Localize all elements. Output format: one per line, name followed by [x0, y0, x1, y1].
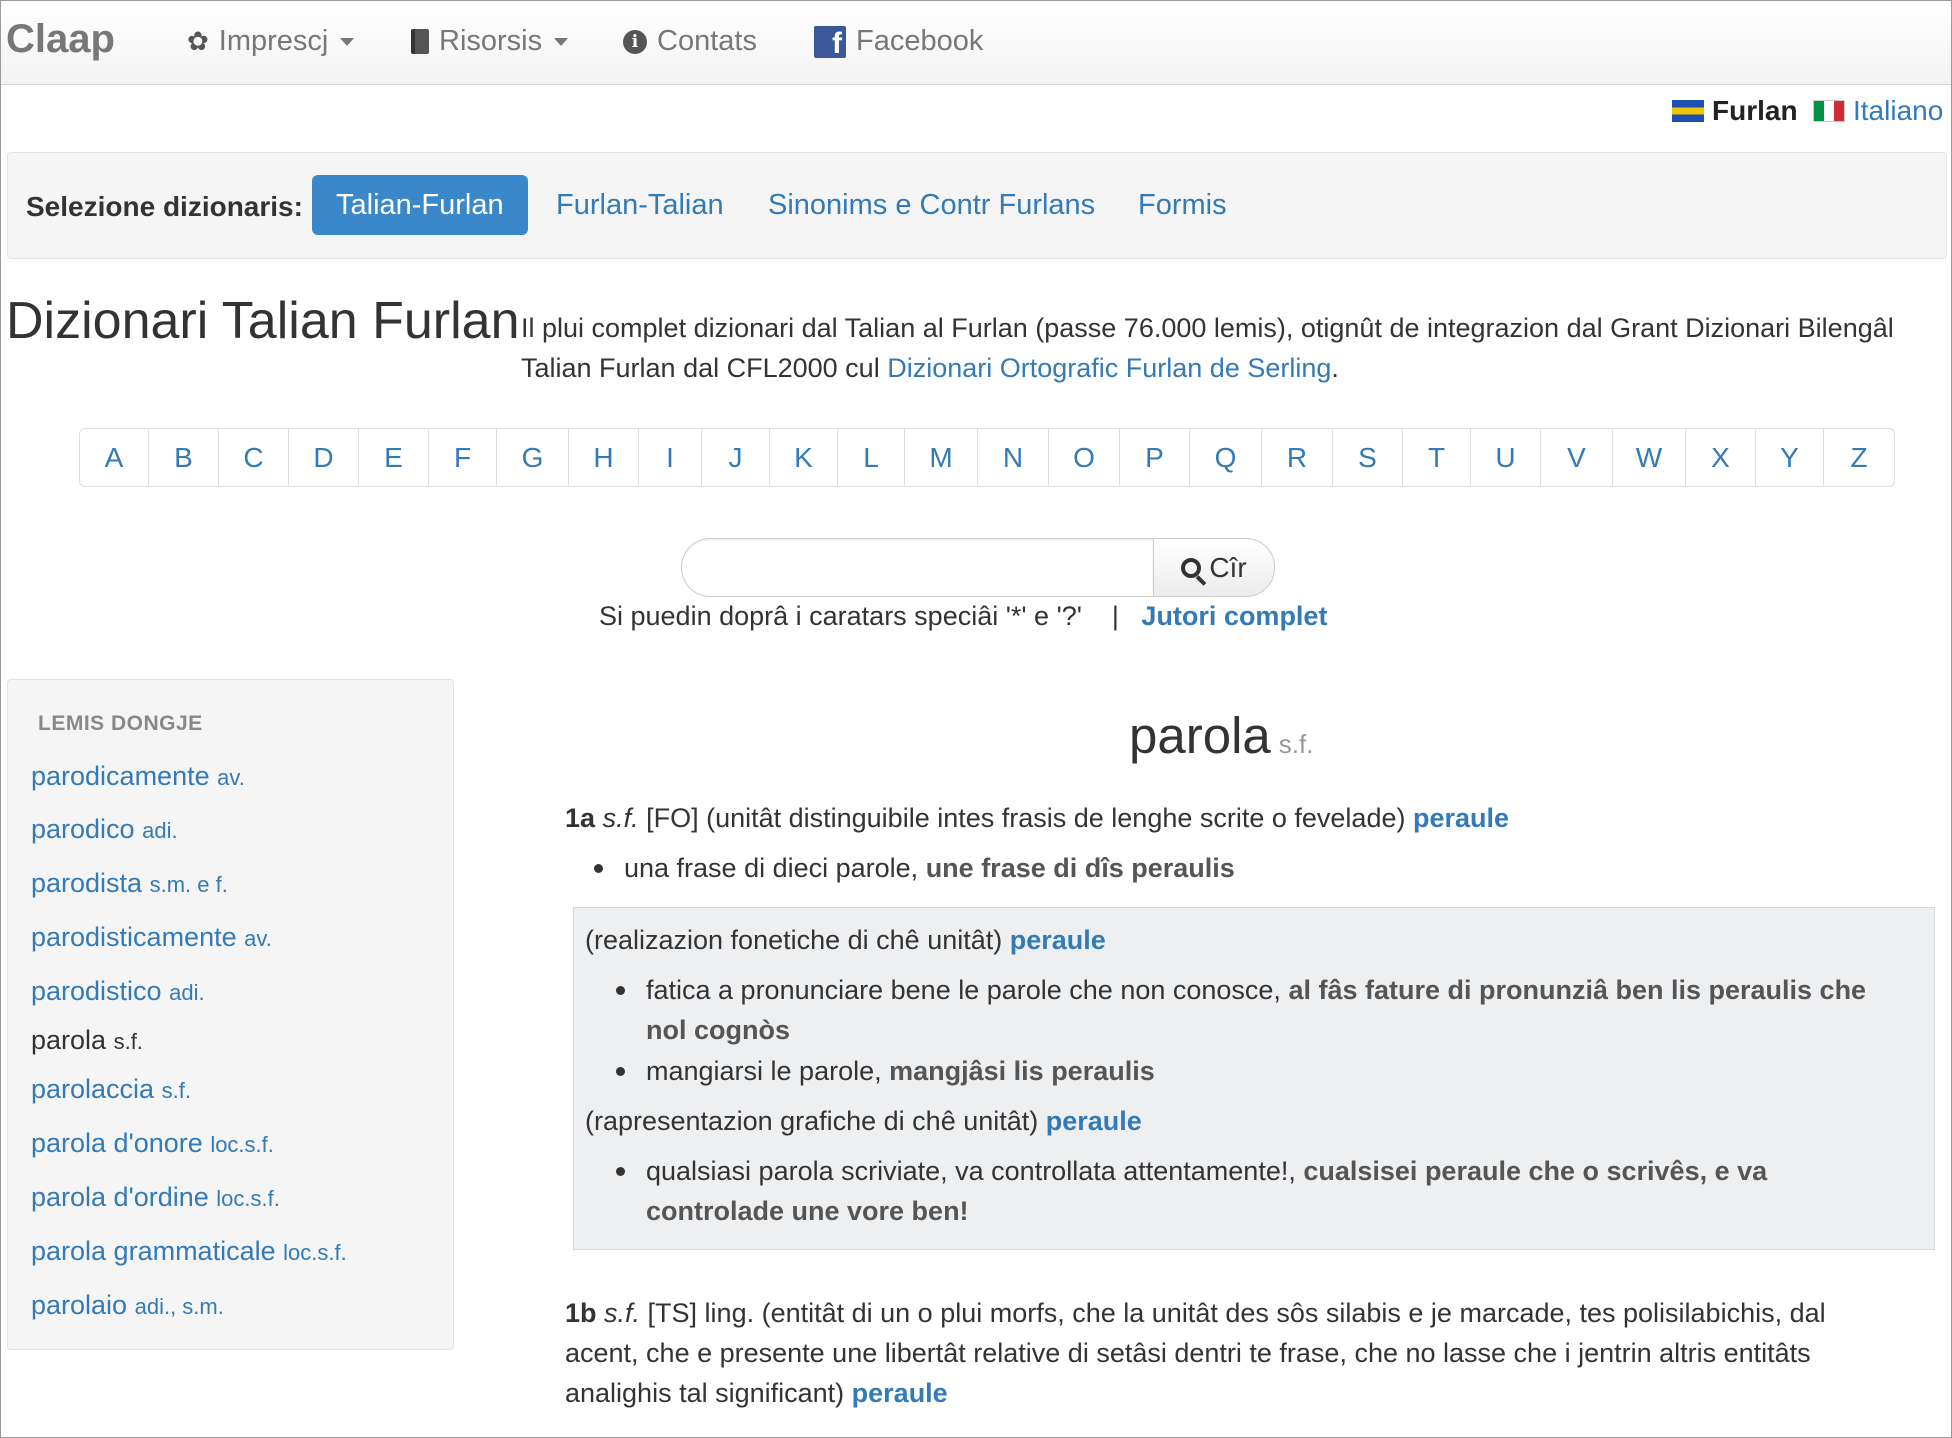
letter-link[interactable]: D	[289, 429, 359, 486]
nearby-word: parola grammaticale	[31, 1236, 276, 1266]
headword-pos: s.f.	[1278, 729, 1314, 759]
example-graphic-1-fur: cualsisei peraule che o scrivês, e va	[1303, 1156, 1768, 1186]
caret-down-icon	[340, 38, 354, 46]
search-help	[599, 601, 1327, 632]
nearby-word-pos: adi., s.m.	[134, 1294, 224, 1319]
search-button[interactable]	[1153, 538, 1275, 597]
alphabet-pagination	[79, 428, 1895, 487]
nearby-word: parodistico	[31, 976, 162, 1006]
nearby-word-pos: loc.s.f.	[283, 1240, 347, 1265]
letter-link[interactable]: P	[1120, 429, 1190, 486]
dictionary-selector-label: Selezione dizionaris:	[26, 191, 303, 222]
entry-headword	[1129, 706, 1313, 765]
sense-1b-line1: [TS] ling. (entitât di un o plui morfs, che la unitât des sôs silabis e je marcade, tes polisilabichis, dal	[640, 1298, 1826, 1328]
letter-link[interactable]: U	[1471, 429, 1541, 486]
letter-link[interactable]: L	[838, 429, 905, 486]
nearby-word: parola	[31, 1025, 107, 1055]
letter-link[interactable]: V	[1541, 429, 1613, 486]
example-1a	[624, 848, 1235, 888]
lang-italiano[interactable]	[1813, 95, 1943, 127]
letter-link[interactable]: X	[1686, 429, 1756, 486]
nearby-word: parodicamente	[31, 761, 210, 791]
menu-contats-label: Contats	[657, 25, 757, 57]
page-intro	[521, 308, 1951, 388]
tab-formis[interactable]: Formis	[1138, 189, 1227, 221]
example-graphic-1-it: qualsiasi parola scriviate, va controllata attentamente!,	[646, 1156, 1304, 1186]
nearby-words-heading: LEMIS DONGJE	[38, 712, 203, 735]
headword: parola	[1129, 707, 1271, 764]
tab-talian-furlan[interactable]: Talian-Furlan	[312, 175, 528, 235]
sense-1b-line3: analighis tal significant)	[565, 1378, 852, 1408]
sense-1a-num: 1a	[565, 803, 596, 833]
info-icon: i	[623, 30, 647, 54]
nearby-word-pos: adi.	[169, 980, 205, 1005]
search-input[interactable]	[681, 538, 1153, 597]
nearby-word-item[interactable]	[31, 1074, 191, 1105]
subsense-graphic-translation[interactable]: peraule	[1045, 1106, 1142, 1136]
example-graphic-1-fur-cont: controlade une vore ben!	[646, 1196, 969, 1226]
navbar	[1, 1, 1951, 85]
nearby-word-item[interactable]	[31, 1290, 224, 1321]
menu-facebook-label: Facebook	[856, 25, 984, 57]
example-phonetic-1-fur: al fâs fature di pronunziâ ben lis peraulis che	[1288, 975, 1867, 1005]
nearby-word-pos: loc.s.f.	[210, 1132, 274, 1157]
letter-link[interactable]: Q	[1190, 429, 1262, 486]
sense-1b-line-2	[565, 1333, 1811, 1373]
example-1a-fur: une frase di dîs peraulis	[925, 853, 1235, 883]
letter-link[interactable]: Z	[1850, 442, 1868, 473]
caret-down-icon	[554, 38, 568, 46]
nearby-word: parodisticamente	[31, 922, 237, 952]
intro-link-serling[interactable]: Dizionari Ortografic Furlan de Serling	[887, 353, 1332, 383]
nearby-word-item	[31, 1025, 143, 1056]
letter-link[interactable]: N	[978, 429, 1049, 486]
letter-link[interactable]: G	[497, 429, 569, 486]
gear-icon: ✿	[187, 26, 209, 56]
letter-link[interactable]: A	[80, 429, 149, 486]
letter-link[interactable]: C	[219, 429, 289, 486]
italian-flag-icon	[1813, 100, 1845, 122]
sense-1a-text: [FO] (unitât distinguibile intes frasis de lenghe scrite o fevelade)	[638, 803, 1413, 833]
sense-1b-line2: acent, che e presente une libertât relative di setâsi dentri te frase, che no lasse che i jentrin altris entitâts	[565, 1338, 1811, 1368]
nearby-word-pos: av.	[244, 926, 272, 951]
subsense-phonetic	[585, 920, 1106, 960]
tab-sinonims[interactable]: Sinonims e Contr Furlans	[768, 189, 1096, 221]
example-graphic-1-cont	[646, 1191, 969, 1231]
lang-italiano-label: Italiano	[1853, 95, 1944, 126]
search-button-label: Cîr	[1209, 551, 1247, 583]
nearby-word: parola d'onore	[31, 1128, 203, 1158]
sense-1a-translation[interactable]: peraule	[1412, 803, 1510, 833]
menu-facebook[interactable]	[814, 25, 983, 58]
menu-imprescj-label: Imprescj	[218, 25, 329, 57]
letter-link[interactable]: I	[639, 429, 702, 486]
menu-risorsis[interactable]	[411, 25, 568, 58]
nearby-word: parodico	[31, 814, 135, 844]
menu-imprescj[interactable]	[187, 25, 354, 58]
search-icon	[1181, 558, 1201, 578]
example-phonetic-2	[646, 1051, 1155, 1091]
nearby-word-pos: s.m. e f.	[149, 872, 228, 897]
menu-contats[interactable]	[623, 25, 757, 58]
intro-text: Il plui complet dizionari dal Talian al Furlan (passe 76.000 lemis), otignût de integrazion dal Grant Dizionari Bilengâl Talian Furlan dal CFL2000 cul	[521, 313, 1894, 383]
letter-link[interactable]: B	[149, 429, 219, 486]
nearby-word-pos: s.f.	[113, 1029, 143, 1054]
nearby-word-item[interactable]	[31, 814, 178, 845]
tab-furlan-talian[interactable]: Furlan-Talian	[556, 189, 724, 221]
lang-furlan[interactable]	[1672, 95, 1798, 127]
sense-1b-pos: s.f.	[604, 1298, 641, 1328]
letter-link[interactable]: W	[1613, 429, 1686, 486]
letter-link[interactable]: M	[905, 429, 978, 486]
sense-1b-num: 1b	[565, 1298, 597, 1328]
letter-link[interactable]: Y	[1756, 429, 1824, 486]
example-phonetic-2-fur: mangjâsi lis peraulis	[889, 1056, 1155, 1086]
letter-link[interactable]: E	[359, 429, 429, 486]
example-phonetic-2-it: mangiarsi le parole,	[646, 1056, 890, 1086]
example-phonetic-1	[646, 970, 1866, 1010]
nearby-word: parola d'ordine	[31, 1182, 209, 1212]
nearby-word-pos: av.	[217, 765, 245, 790]
subsense-phonetic-translation[interactable]: peraule	[1009, 925, 1106, 955]
book-icon	[411, 29, 429, 54]
menu-risorsis-label: Risorsis	[439, 25, 543, 57]
dictionary-selector	[7, 152, 1947, 259]
subsense-graphic-text: (rapresentazion grafiche di chê unitât)	[585, 1106, 1046, 1136]
sense-1a-pos: s.f.	[602, 803, 639, 833]
sense-1b	[565, 1293, 1826, 1333]
lang-furlan-label: Furlan	[1712, 95, 1798, 126]
search-help-text: Si puedin doprâ i caratars speciâi '*' e '?' |	[599, 601, 1142, 631]
nearby-word-pos: loc.s.f.	[216, 1186, 280, 1211]
nearby-word-item[interactable]	[31, 1236, 347, 1267]
letter-link[interactable]: R	[1262, 429, 1333, 486]
sense-1b-translation[interactable]: peraule	[851, 1378, 948, 1408]
sense-1a	[565, 798, 1509, 838]
sense-1b-line-3	[565, 1373, 948, 1413]
intro-end: .	[1331, 353, 1339, 383]
example-graphic-1	[646, 1151, 1767, 1191]
letter-link[interactable]: K	[770, 429, 838, 486]
example-1a-it: una frase di dieci parole,	[624, 853, 926, 883]
letter-link[interactable]: T	[1403, 429, 1471, 486]
help-link[interactable]: Jutori complet	[1141, 601, 1328, 631]
letter-link[interactable]: H	[569, 429, 639, 486]
nearby-word-item[interactable]	[31, 976, 205, 1007]
friulian-flag-icon	[1672, 100, 1704, 122]
letter-link[interactable]: F	[429, 429, 497, 486]
nearby-word-pos: s.f.	[161, 1078, 191, 1103]
nearby-word-item[interactable]	[31, 922, 272, 953]
nearby-word-pos: adi.	[142, 818, 178, 843]
letter-link[interactable]: J	[702, 429, 770, 486]
letter-link[interactable]: O	[1049, 429, 1120, 486]
nearby-word-item[interactable]	[31, 761, 245, 792]
example-phonetic-1-fur-cont: nol cognòs	[646, 1015, 790, 1045]
letter-link[interactable]: S	[1333, 429, 1403, 486]
subsense-phonetic-text: (realizazion fonetiche di chê unitât)	[585, 925, 1010, 955]
nearby-word: parolaccia	[31, 1074, 155, 1104]
example-phonetic-1-cont	[646, 1010, 790, 1050]
facebook-icon: f	[814, 26, 846, 58]
nearby-word-item[interactable]	[31, 1182, 280, 1213]
nearby-word: parodista	[31, 868, 143, 898]
subsense-graphic	[585, 1101, 1142, 1141]
page-title: Dizionari Talian Furlan	[6, 292, 520, 350]
nearby-word-item[interactable]	[31, 868, 228, 899]
nearby-word-item[interactable]	[31, 1128, 274, 1159]
example-phonetic-1-it: fatica a pronunciare bene le parole che non conosce,	[646, 975, 1289, 1005]
nearby-word: parolaio	[31, 1290, 128, 1320]
brand-logo[interactable]: Claap	[6, 17, 115, 61]
